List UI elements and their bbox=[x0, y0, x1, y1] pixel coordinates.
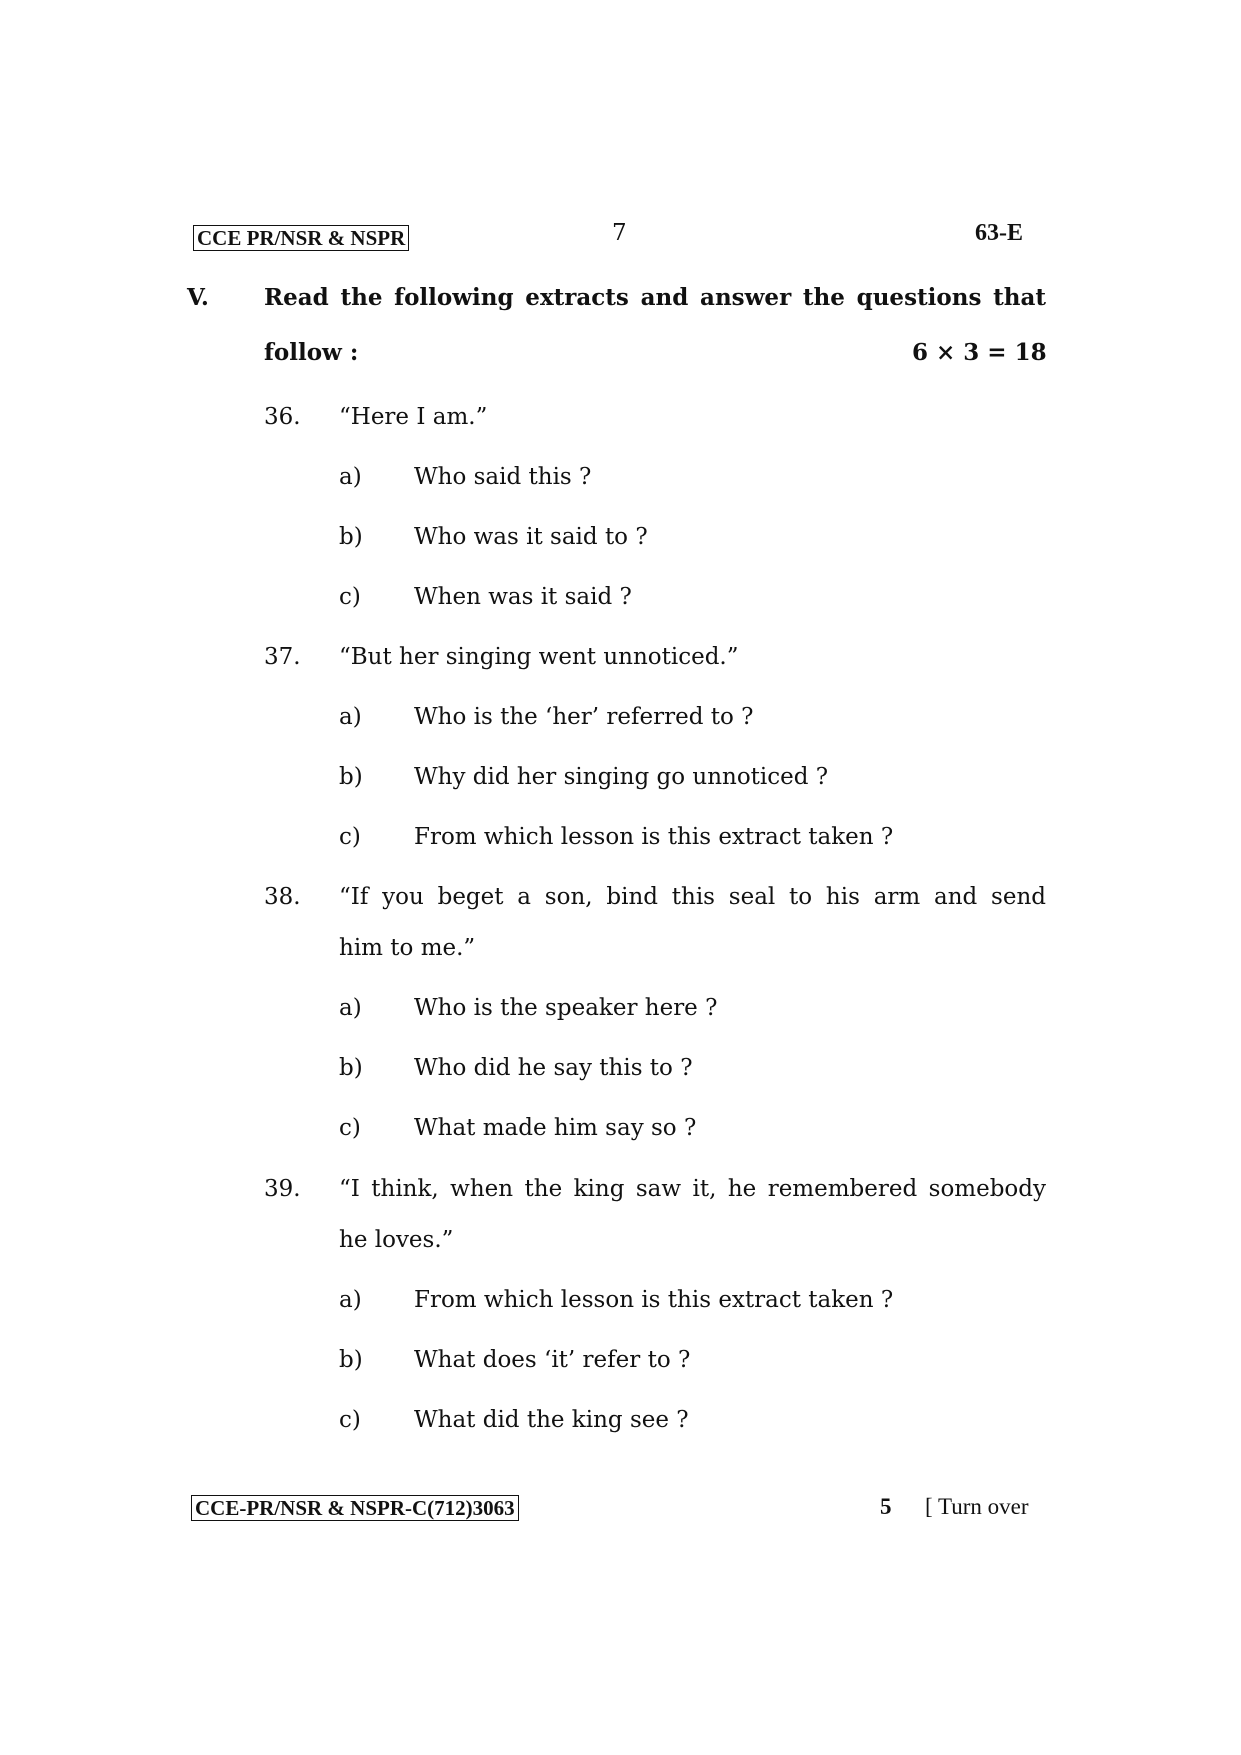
question-number: 36. bbox=[264, 404, 301, 430]
turn-over-label: [ Turn over bbox=[925, 1494, 1029, 1519]
question-number: 39. bbox=[264, 1176, 301, 1202]
section-instruction-line2: follow : bbox=[264, 339, 359, 366]
question-quote-line1: “If you beget a son, bind this seal to his arm and send bbox=[339, 884, 1046, 910]
sheet-number: 5 bbox=[880, 1494, 892, 1519]
sub-label: a) bbox=[339, 995, 362, 1021]
sub-label: a) bbox=[339, 464, 362, 490]
sub-question: Why did her singing go unnoticed ? bbox=[414, 764, 829, 790]
sub-label: c) bbox=[339, 584, 361, 610]
sub-question: From which lesson is this extract taken ? bbox=[414, 824, 894, 850]
question-number: 38. bbox=[264, 884, 301, 910]
question-quote-line1: “I think, when the king saw it, he remembered somebody bbox=[339, 1176, 1046, 1202]
sub-label: c) bbox=[339, 1407, 361, 1433]
sub-label: b) bbox=[339, 1347, 363, 1373]
sub-question: What made him say so ? bbox=[414, 1115, 697, 1141]
question-quote: “Here I am.” bbox=[339, 404, 488, 430]
sub-label: c) bbox=[339, 824, 361, 850]
sub-label: a) bbox=[339, 704, 362, 730]
paper-code: 63-E bbox=[975, 220, 1023, 246]
sub-question: When was it said ? bbox=[414, 584, 632, 610]
sub-question: What does ‘it’ refer to ? bbox=[414, 1347, 691, 1373]
question-quote-line2: he loves.” bbox=[339, 1227, 454, 1253]
sub-label: a) bbox=[339, 1287, 362, 1313]
question-number: 37. bbox=[264, 644, 301, 670]
sub-label: b) bbox=[339, 764, 363, 790]
sub-question: From which lesson is this extract taken ? bbox=[414, 1287, 894, 1313]
sub-label: b) bbox=[339, 1055, 363, 1081]
sub-question: What did the king see ? bbox=[414, 1407, 689, 1433]
sub-question: Who is the ‘her’ referred to ? bbox=[414, 704, 754, 730]
section-instruction-line1: Read the following extracts and answer the questions that bbox=[264, 284, 1046, 311]
page-number: 7 bbox=[612, 220, 627, 246]
sub-question: Who did he say this to ? bbox=[414, 1055, 693, 1081]
question-quote-line2: him to me.” bbox=[339, 935, 476, 961]
footer-code: CCE-PR/NSR & NSPR-C(712)3063 bbox=[191, 1495, 519, 1521]
sub-label: b) bbox=[339, 524, 363, 550]
sub-question: Who is the speaker here ? bbox=[414, 995, 718, 1021]
section-number: V. bbox=[187, 284, 209, 311]
section-marks: 6 × 3 = 18 bbox=[912, 339, 1047, 366]
sub-question: Who said this ? bbox=[414, 464, 592, 490]
header-code: CCE PR/NSR & NSPR bbox=[193, 225, 409, 251]
sub-question: Who was it said to ? bbox=[414, 524, 648, 550]
sub-label: c) bbox=[339, 1115, 361, 1141]
question-quote: “But her singing went unnoticed.” bbox=[339, 644, 739, 670]
